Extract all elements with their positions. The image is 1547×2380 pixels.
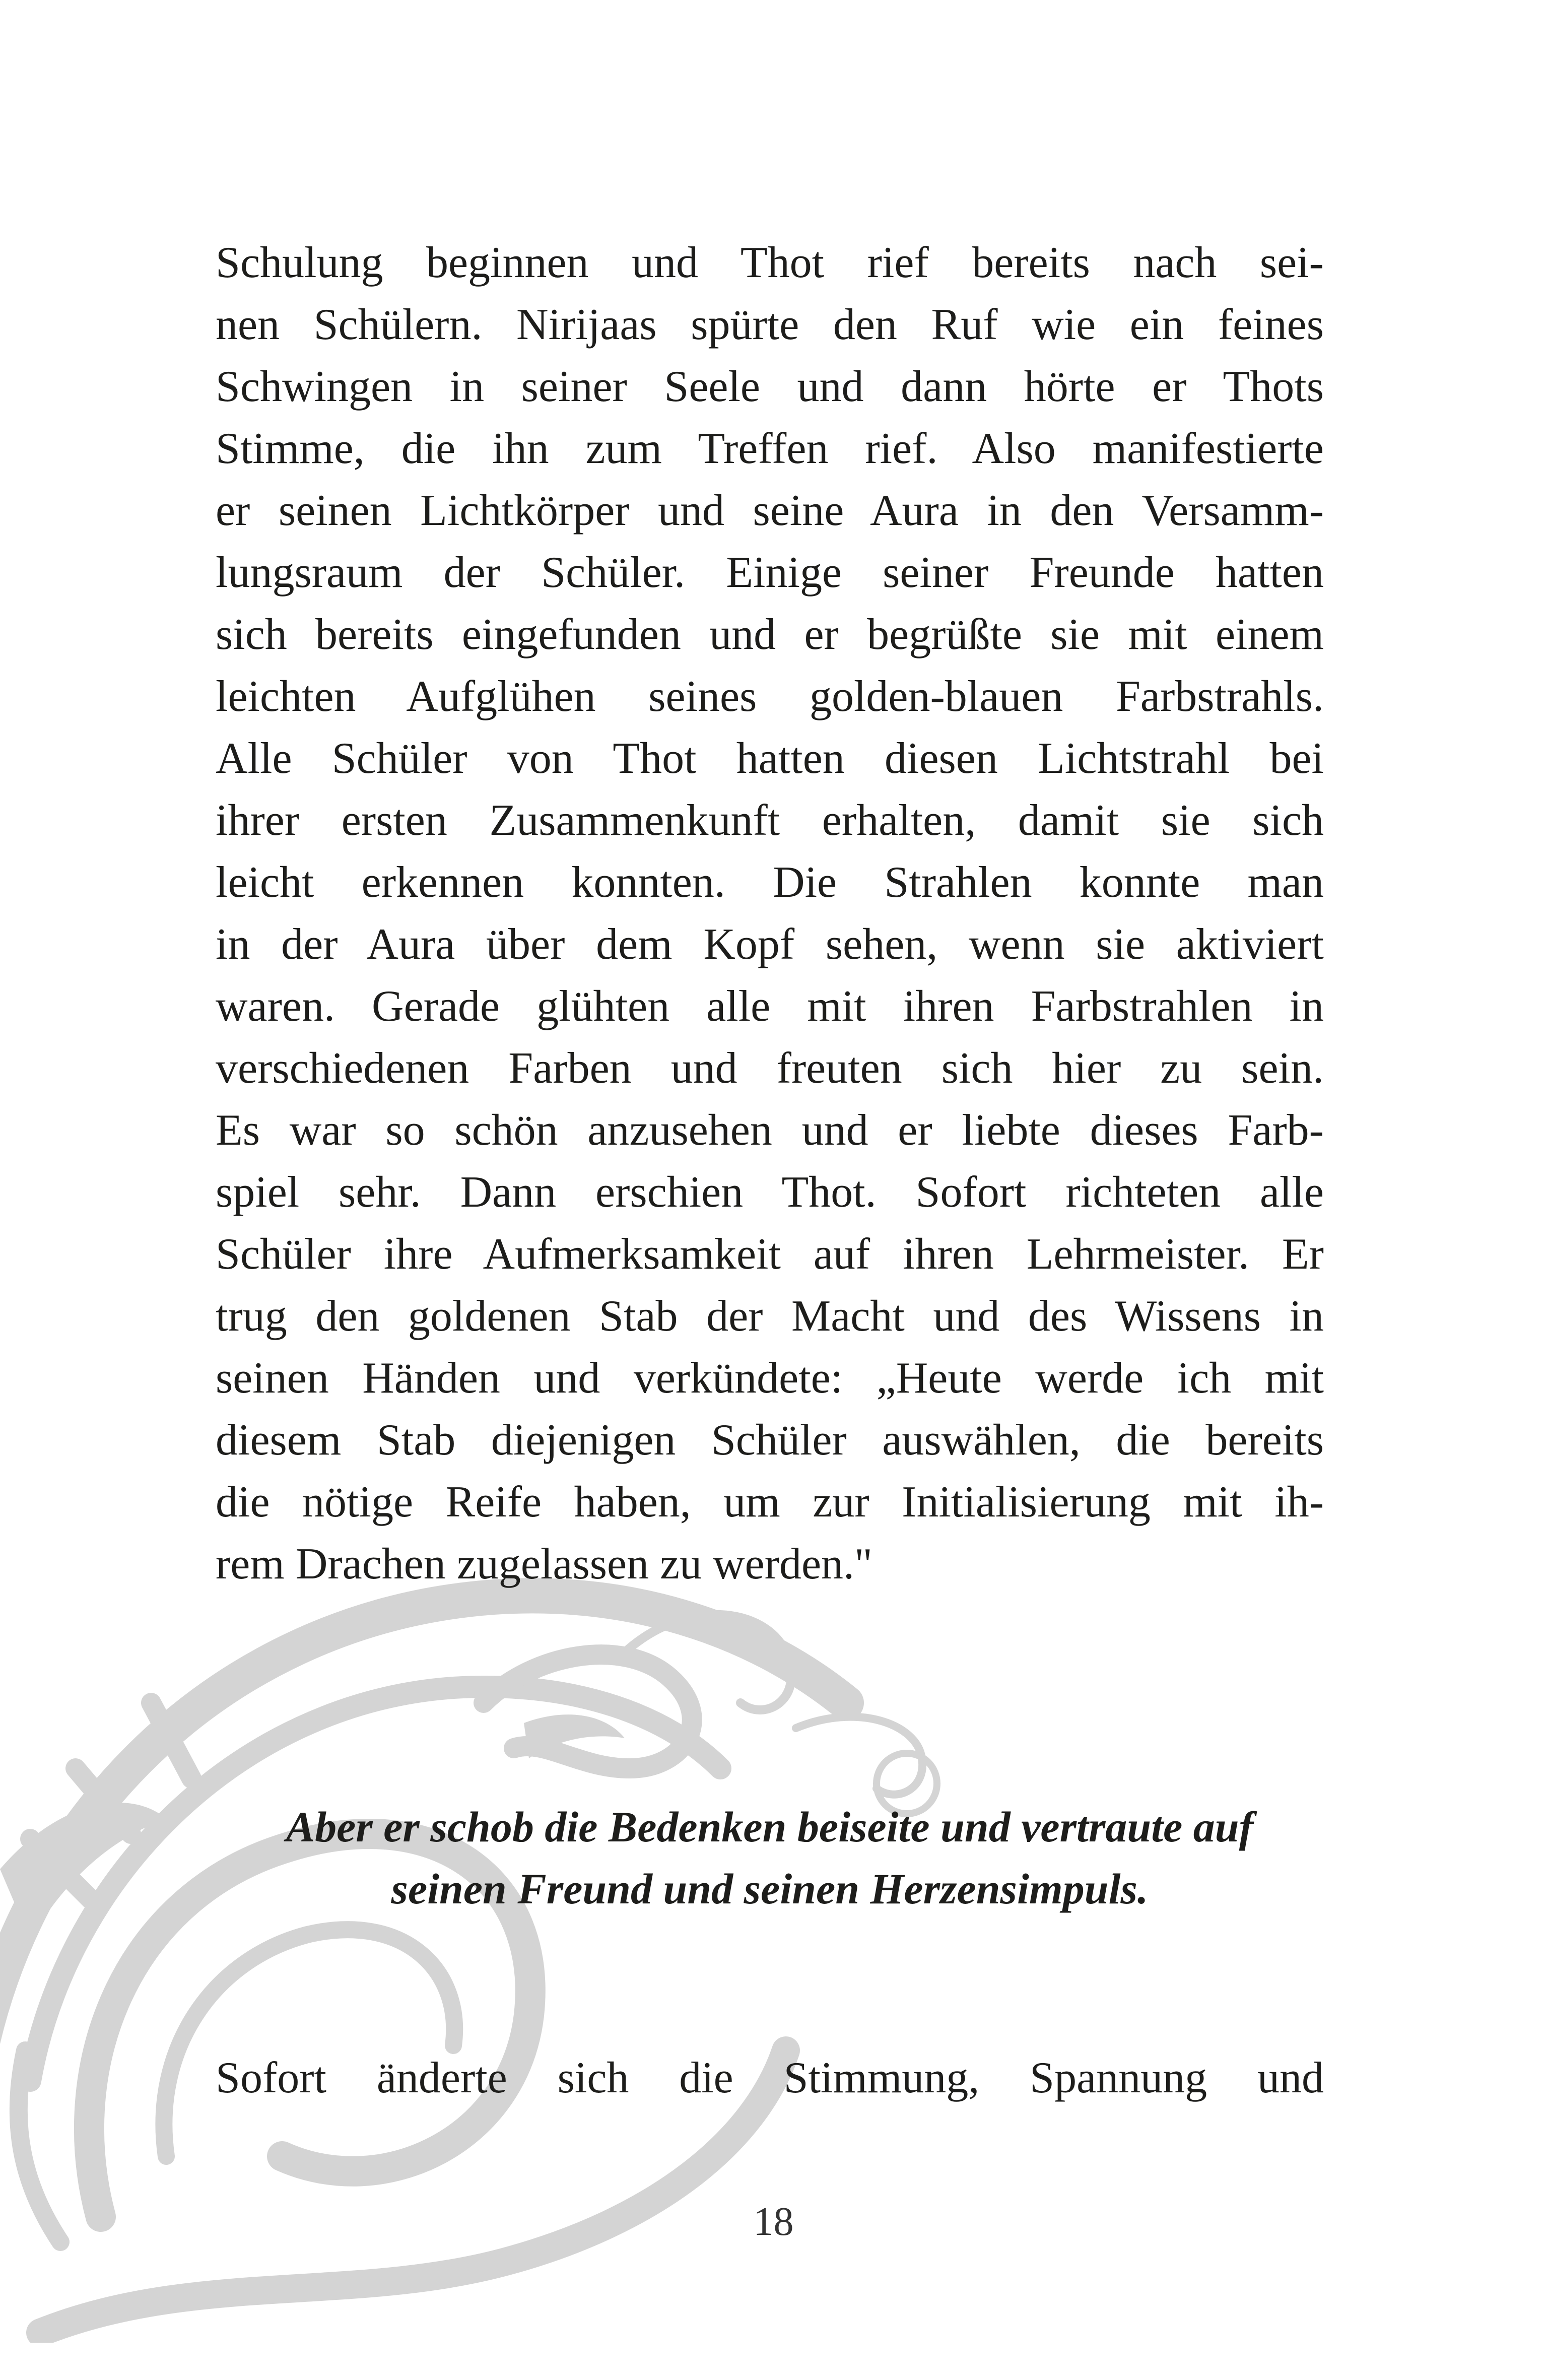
body-line: spiel sehr. Dann erschien Thot. Sofort richteten alle bbox=[216, 1168, 1324, 1217]
body-line: diesem Stab diejenigen Schüler auswählen, die bereits bbox=[216, 1416, 1324, 1465]
continuation-paragraph bbox=[216, 2047, 1324, 2109]
body-line: Schulung beginnen und Thot rief bereits nach sei- bbox=[216, 238, 1324, 287]
body-line: er seinen Lichtkörper und seine Aura in den Versamm- bbox=[216, 486, 1324, 535]
body-line: rem Drachen zugelassen zu werden." bbox=[216, 1540, 872, 1589]
body-line: waren. Gerade glühten alle mit ihren Farbstrahlen in bbox=[216, 982, 1324, 1031]
pull-quote bbox=[216, 1796, 1324, 1920]
body-line: seinen Händen und verkündete: „Heute werde ich mit bbox=[216, 1354, 1324, 1403]
pull-quote-line: Aber er schob die Bedenken beiseite und vertraute auf bbox=[286, 1803, 1254, 1851]
page-number: 18 bbox=[753, 2200, 794, 2244]
body-line: Sofort änderte sich die Stimmung, Spannung und bbox=[216, 2054, 1324, 2102]
body-line: ihrer ersten Zusammenkunft erhalten, damit sie sich bbox=[216, 796, 1324, 845]
body-line: Schwingen in seiner Seele und dann hörte er Thots bbox=[216, 362, 1324, 411]
body-line: Stimme, die ihn zum Treffen rief. Also manifestierte bbox=[216, 424, 1324, 473]
body-line: leichten Aufglühen seines golden-blauen Farbstrahls. bbox=[216, 672, 1324, 721]
body-line: die nötige Reife haben, um zur Initialisierung mit ih- bbox=[216, 1478, 1324, 1527]
body-line: leicht erkennen konnten. Die Strahlen konnte man bbox=[216, 858, 1324, 907]
body-line: Schüler ihre Aufmerksamkeit auf ihren Lehrmeister. Er bbox=[216, 1230, 1324, 1279]
body-line: nen Schülern. Nirijaas spürte den Ruf wie ein feines bbox=[216, 300, 1324, 349]
body-paragraph bbox=[216, 232, 1324, 1595]
body-line: sich bereits eingefunden und er begrüßte sie mit einem bbox=[216, 610, 1324, 659]
body-line: Es war so schön anzusehen und er liebte dieses Farb- bbox=[216, 1106, 1324, 1155]
body-line: verschiedenen Farben und freuten sich hier zu sein. bbox=[216, 1044, 1324, 1093]
body-line: in der Aura über dem Kopf sehen, wenn sie aktiviert bbox=[216, 920, 1324, 969]
body-line: lungsraum der Schüler. Einige seiner Freunde hatten bbox=[216, 548, 1324, 597]
pull-quote-line: seinen Freund und seinen Herzensimpuls. bbox=[391, 1865, 1149, 1913]
body-line: Alle Schüler von Thot hatten diesen Lichtstrahl bei bbox=[216, 734, 1324, 783]
body-line: trug den goldenen Stab der Macht und des Wissens in bbox=[216, 1292, 1324, 1341]
